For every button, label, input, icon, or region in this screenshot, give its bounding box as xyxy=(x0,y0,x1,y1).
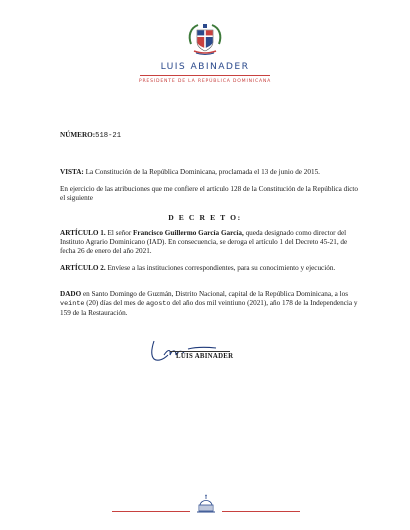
dado-day-num: (20) días del mes de xyxy=(84,299,146,308)
articulo-1-paragraph xyxy=(60,229,360,257)
articulo-1-text: queda designado como director del Instituto Agrario Dominicano (IAD). En consecuencia, se deroga el artículo 1 del Decreto 45-21, de fecha 26 de enero del año 2021. xyxy=(60,229,348,256)
articulo-1-name: Francisco Guillermo García García, xyxy=(133,229,244,237)
header-divider xyxy=(140,75,270,76)
palace-emblem-icon xyxy=(194,493,218,513)
decree-number xyxy=(60,131,121,141)
decree-number-label: NÚMERO: xyxy=(60,131,96,139)
decree-number-value: 518-21 xyxy=(95,132,122,140)
dado-text-2: del año dos mil veintiuno (2021), año 178 de la Independencia y 159 de la Restauración. xyxy=(60,299,358,318)
coat-of-arms-icon xyxy=(186,22,224,56)
articulo-1-label: ARTÍCULO 1. xyxy=(60,229,106,237)
dado-text-1: en Santo Domingo de Guzmán, Distrito Nacional, capital de la República Dominicana, a los xyxy=(81,290,349,298)
articulo-2-text: Envíese a las instituciones correspondientes, para su conocimiento y ejecución. xyxy=(105,264,336,272)
footer-rule-right xyxy=(222,511,300,512)
dado-paragraph xyxy=(60,290,360,319)
vista-label: VISTA: xyxy=(60,168,84,176)
signature-line xyxy=(170,351,230,352)
articulo-2-paragraph xyxy=(60,264,360,273)
ejercicio-paragraph: En ejercicio de las atribuciones que me confiere el artículo 128 de la Constitución de la República dicto el siguiente xyxy=(60,185,358,203)
vista-text: La Constitución de la República Dominicana, proclamada el 13 de junio de 2015. xyxy=(83,168,320,176)
decreto-title: D E C R E T O: xyxy=(168,213,242,222)
dado-month: agosto xyxy=(145,300,171,309)
vista-paragraph xyxy=(60,168,360,177)
dado-label: DADO xyxy=(60,290,82,298)
dado-day-word: veinte xyxy=(60,300,85,309)
articulo-1-pre: El señor xyxy=(105,229,134,237)
signature-name: LUIS ABINADER xyxy=(176,353,234,360)
footer-rule-left xyxy=(112,511,190,512)
header-subtitle: PRESIDENTE DE LA REPÚBLICA DOMINICANA xyxy=(138,79,272,84)
articulo-2-label: ARTÍCULO 2. xyxy=(60,264,106,272)
header-name: LUIS ABINADER xyxy=(160,61,250,72)
